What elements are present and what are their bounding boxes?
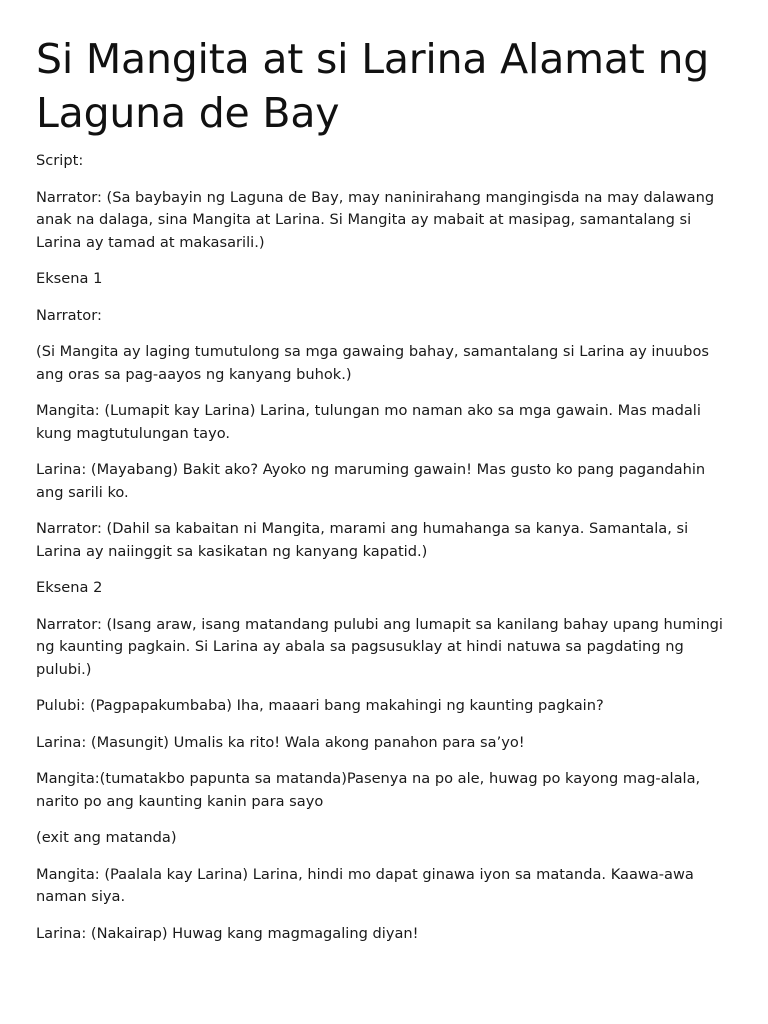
scene-heading: Eksena 1 [36, 270, 103, 287]
narrator-line: Narrator: (Dahil sa kabaitan ni Mangita, marami ang humahanga sa kanya. Samantala, si Larina ay naiinggit sa kasikatan ng kanyang kapatid.) [36, 520, 689, 560]
document-title: Si Mangita at si Larina Alamat ng Laguna de Bay [36, 35, 710, 137]
narrator-intro: Narrator: (Sa baybayin ng Laguna de Bay, may naninirahang mangingisda na may dalawang anak na dalaga, sina Mangita at Larina. Si Mangita ay mabait at masipag, samantalang si Larina ay tamad at makasarili.) [36, 188, 715, 251]
script-label: Script: [36, 152, 84, 169]
stage-direction: (exit ang matanda) [36, 829, 177, 846]
dialogue-line: Mangita:(tumatakbo papunta sa matanda)Pasenya na po ale, huwag po kayong mag-alala, narito po ang kaunting kanin para sayo [36, 770, 701, 810]
scene-heading: Eksena 2 [36, 579, 103, 596]
dialogue-line: Mangita: (Lumapit kay Larina) Larina, tulungan mo naman ako sa mga gawain. Mas madali kung magtutulungan tayo. [36, 402, 701, 442]
stage-direction: (Si Mangita ay laging tumutulong sa mga gawaing bahay, samantalang si Larina ay inuubos ang oras sa pag-aayos ng kanyang buhok.) [36, 343, 709, 383]
dialogue-line: Larina: (Nakairap) Huwag kang magmagaling diyan! [36, 924, 419, 942]
narrator-label: Narrator: [36, 306, 102, 324]
dialogue-line: Larina: (Masungit) Umalis ka rito! Wala akong panahon para sa’yo! [36, 733, 525, 751]
dialogue-line: Pulubi: (Pagpapakumbaba) Iha, maaari bang makahingi ng kaunting pagkain? [36, 697, 604, 714]
narrator-line: Narrator: (Isang araw, isang matandang pulubi ang lumapit sa kanilang bahay upang humingi ng kaunting pagkain. Si Larina ay abala sa pagsusuklay at hindi natuwa sa pagdating ng pulubi.) [36, 615, 723, 678]
dialogue-line: Larina: (Mayabang) Bakit ako? Ayoko ng maruming gawain! Mas gusto ko pang pagandahin ang sarili ko. [36, 461, 706, 501]
dialogue-line: Mangita: (Paalala kay Larina) Larina, hindi mo dapat ginawa iyon sa matanda. Kaawa-awa naman siya. [36, 865, 694, 905]
